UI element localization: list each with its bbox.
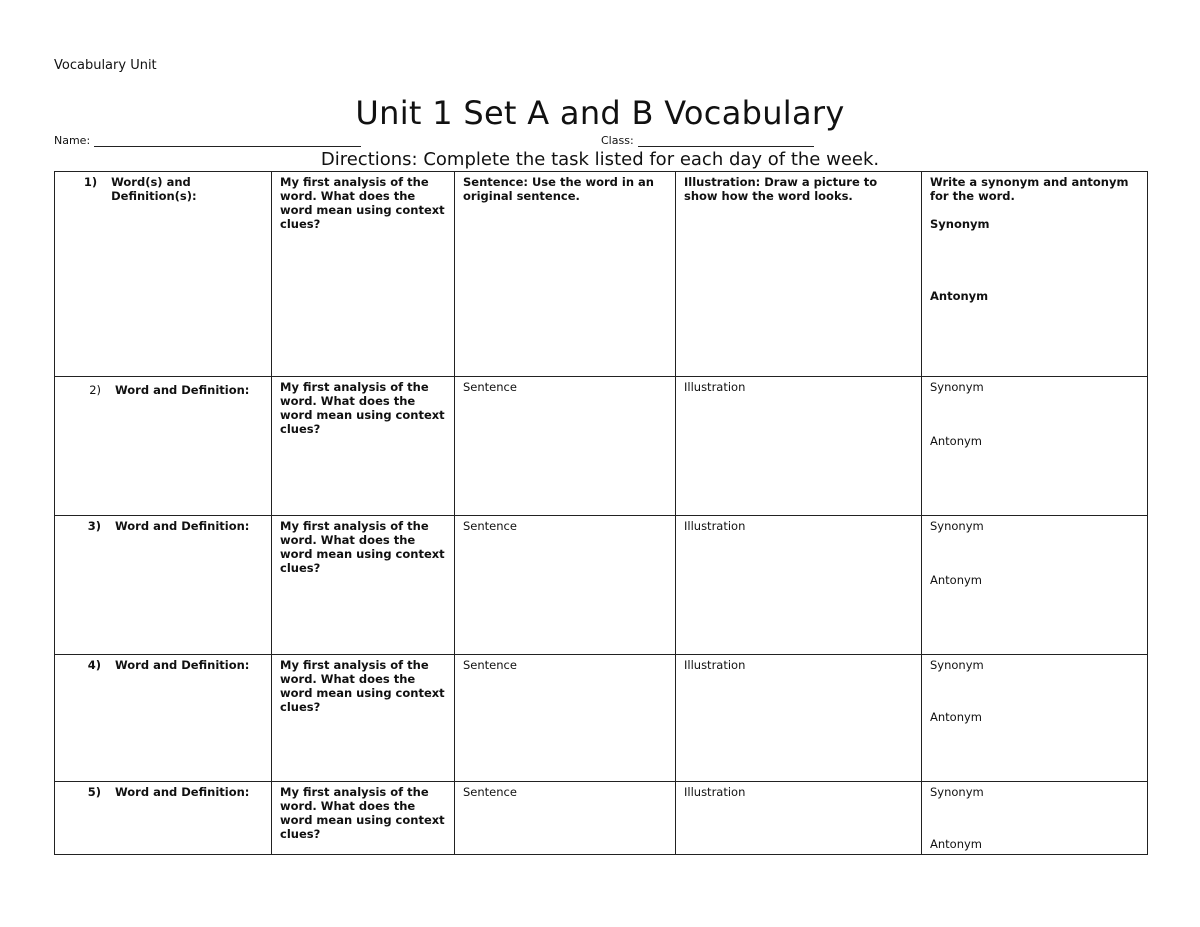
sentence-cell[interactable] — [455, 172, 676, 377]
analysis-label: My first analysis of the word. What does the word mean using context clues? — [280, 175, 445, 231]
class-blank-line[interactable] — [638, 136, 814, 147]
illustration-label: Illustration: Draw a picture to show how the word looks. — [684, 175, 878, 203]
word-cell[interactable] — [55, 782, 272, 855]
analysis-label: My first analysis of the word. What does the word mean using context clues? — [280, 380, 445, 436]
sentence-label: Sentence — [463, 785, 517, 799]
class-label: Class: — [601, 134, 634, 147]
illustration-label: Illustration — [684, 519, 746, 533]
row-number: 2) — [89, 383, 101, 397]
synonym-label: Synonym — [930, 217, 990, 231]
row-number: 1) — [83, 175, 98, 189]
word-cell[interactable] — [55, 377, 272, 516]
word-cell[interactable] — [55, 655, 272, 782]
synonym-label: Synonym — [930, 785, 984, 799]
sentence-cell[interactable] — [455, 782, 676, 855]
word-label: Word and Definition: — [115, 785, 250, 799]
synonym-antonym-cell[interactable] — [922, 782, 1148, 855]
row-number: 5) — [87, 785, 101, 799]
word-cell[interactable] — [55, 172, 272, 377]
illustration-cell[interactable] — [676, 655, 922, 782]
sentence-label: Sentence: Use the word in an original sentence. — [463, 175, 654, 203]
illustration-cell[interactable] — [676, 377, 922, 516]
synonym-antonym-cell[interactable] — [922, 516, 1148, 655]
illustration-cell[interactable] — [676, 172, 922, 377]
row-number: 4) — [87, 658, 101, 672]
synonym-antonym-cell[interactable] — [922, 172, 1148, 377]
antonym-label: Antonym — [930, 289, 989, 303]
table-row — [55, 377, 1148, 516]
illustration-label: Illustration — [684, 785, 746, 799]
illustration-label: Illustration — [684, 380, 746, 394]
analysis-label: My first analysis of the word. What does the word mean using context clues? — [280, 785, 445, 841]
synonym-antonym-cell[interactable] — [922, 655, 1148, 782]
sentence-label: Sentence — [463, 380, 517, 394]
name-blank-line[interactable] — [94, 136, 361, 147]
document-header: Vocabulary Unit — [54, 58, 157, 73]
table-row — [55, 172, 1148, 377]
analysis-cell[interactable] — [272, 172, 455, 377]
sentence-cell[interactable] — [455, 655, 676, 782]
row-number: 3) — [87, 519, 101, 533]
antonym-label: Antonym — [930, 573, 982, 587]
illustration-label: Illustration — [684, 658, 746, 672]
sentence-label: Sentence — [463, 658, 517, 672]
directions: Directions: Complete the task listed for each day of the week. — [320, 149, 880, 170]
synonym-antonym-instruction: Write a synonym and antonym for the word. — [930, 175, 1129, 203]
word-label: Word and Definition: — [115, 383, 250, 397]
page-title: Unit 1 Set A and B Vocabulary — [355, 94, 845, 132]
word-label: Word and Definition: — [115, 658, 250, 672]
word-label: Word and Definition: — [115, 519, 250, 533]
name-label: Name: — [54, 134, 91, 147]
analysis-cell[interactable] — [272, 516, 455, 655]
word-label: Word(s) and Definition(s): — [111, 175, 197, 203]
class-field[interactable] — [601, 134, 814, 147]
sentence-cell[interactable] — [455, 516, 676, 655]
sentence-label: Sentence — [463, 519, 517, 533]
synonym-label: Synonym — [930, 519, 984, 533]
synonym-label: Synonym — [930, 380, 984, 394]
analysis-label: My first analysis of the word. What does the word mean using context clues? — [280, 658, 445, 714]
antonym-label: Antonym — [930, 710, 982, 724]
antonym-label: Antonym — [930, 434, 982, 448]
synonym-antonym-cell[interactable] — [922, 377, 1148, 516]
vocabulary-table — [54, 171, 1148, 855]
table-row — [55, 782, 1148, 855]
illustration-cell[interactable] — [676, 782, 922, 855]
sentence-cell[interactable] — [455, 377, 676, 516]
word-cell[interactable] — [55, 516, 272, 655]
analysis-cell[interactable] — [272, 782, 455, 855]
name-field[interactable] — [54, 134, 361, 147]
table-row — [55, 655, 1148, 782]
antonym-label: Antonym — [930, 837, 982, 851]
analysis-label: My first analysis of the word. What does the word mean using context clues? — [280, 519, 445, 575]
analysis-cell[interactable] — [272, 377, 455, 516]
analysis-cell[interactable] — [272, 655, 455, 782]
synonym-label: Synonym — [930, 658, 984, 672]
table-row — [55, 516, 1148, 655]
illustration-cell[interactable] — [676, 516, 922, 655]
